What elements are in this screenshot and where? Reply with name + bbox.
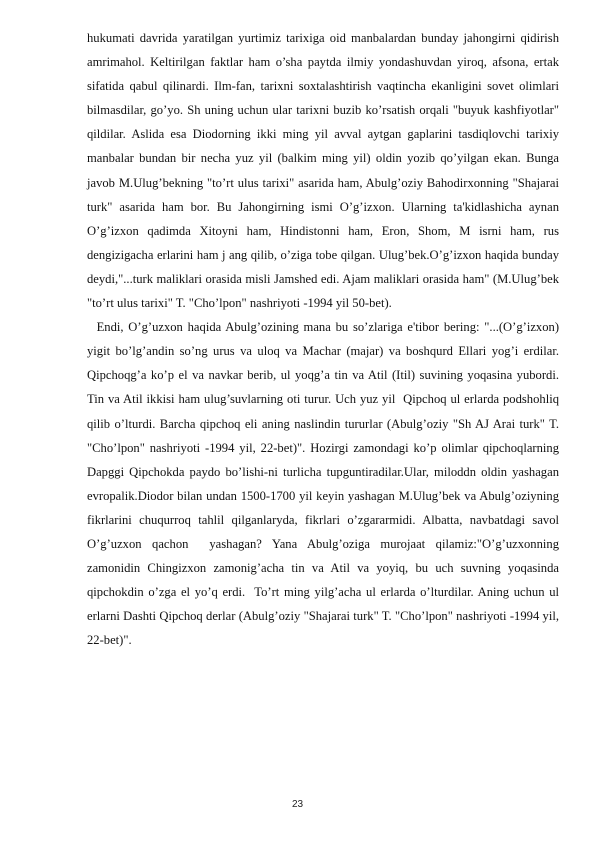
paragraph-1: hukumati davrida yaratilgan yurtimiz tarixiga oid manbalardan bunday jahongirni qidirish amrimahol. Keltirilgan faktlar ham o’sha paytda ilmiy yondashuvdan yiroq, afsona, ertak sifatida qabul qilinardi. Ilm-fan, tarixni soxtalashtirish vaqtincha ekanligini sovet olimlari bilmasdilar, go’yo. Sh uning uchun ular tarixni buzib ko’rsatish orqali "buyuk kashfiyotlar" qildilar. Aslida esa Diodorning ikki ming yil avval aytgan gaplarini tasdiqlovchi tarixiy manbalar bundan bir necha yuz yil (balkim ming yil) oldin yozib qo’yilgan ekan. Bunga javob M.Ulug’bekning "to’rt ulus tarixi" asarida ham, Abulg’oziy Bahodirxonning "Shajarai turk" asarida ham bor. Bu Jahongirning ismi O’g’izxon. Ularning ta'kidlashicha aynan O’g’izxon qadimda Xitoyni ham, Hindistonni ham, Eron, Shom, M isrni ham, rus dengizigacha erlarini ham j ang qilib, o’ziga tobe qilgan. Ulug’bek.O’g’izxon haqida bunday deydi,"...turk maliklari orasida misli Jamshed edi. Ajam maliklari orasida ham" (M.Ulug’bek "to’rt ulus tarixi" T. "Cho’lpon" nashriyoti -1994 yil 50-bet).	[87, 31, 559, 311]
document-body	[87, 26, 563, 652]
paragraph-2: Endi, O’g’uzxon haqida Abulg’ozining mana bu so’zlariga e'tibor bering: "...(O’g’izxon) yigit bo’lg’andin so’ng urus va uloq va Machar (majar) va boshqurd Ellari yog’i erdilar. Qipchoqg’a ko’p el va navkar berib, ul yoqg’a tin va Atil (Itil) suvining yoqasina yubordi. Tin va Atil ikkisi ham ulug’suvlarning oti turur. Uch yuz yil Qipchoq ul erlarda podshohliq qilib o’lturdi. Barcha qipchoq eli aning naslindin tururlar (Abulg’oziy "Sh AJ Arai turk" T. "Cho’lpon" nashriyoti -1994 yil, 22-bet)". Hozirgi zamondagi ko’p olimlar qipchoqlarning Dapggi Qipchokda paydo bo’lishi-ni turlicha tupguntiradilar.Ular, miloddn oldin yashagan evropalik.Diodor bilan undan 1500-1700 yil keyin yashagan M.Ulug’bek va Abulg’oziyning fikrlarini chuqurroq tahlil qilganlaryda, fikrlari o’zgararmidi. Albatta, navbatdagi savol O’g’uzxon qachon yashagan? Yana Abulg’oziga murojaat qilamiz:"O’g’uzxonning zamonidin Chingizxon zamonig’acha tin va Atil va yoyiq, bu uch suvning yoqasinda qipchokdin o’zga el yo’q erdi. To’rt ming yilg’acha ul erlarda o’lturdilar. Aning uchun ul erlarni Dashti Qipchoq derlar (Abulg’oziy "Shajarai turk" T. "Cho’lpon" nashriyoti -1994 yil, 22-bet)".	[87, 320, 563, 648]
page-number: 23	[291, 799, 304, 810]
